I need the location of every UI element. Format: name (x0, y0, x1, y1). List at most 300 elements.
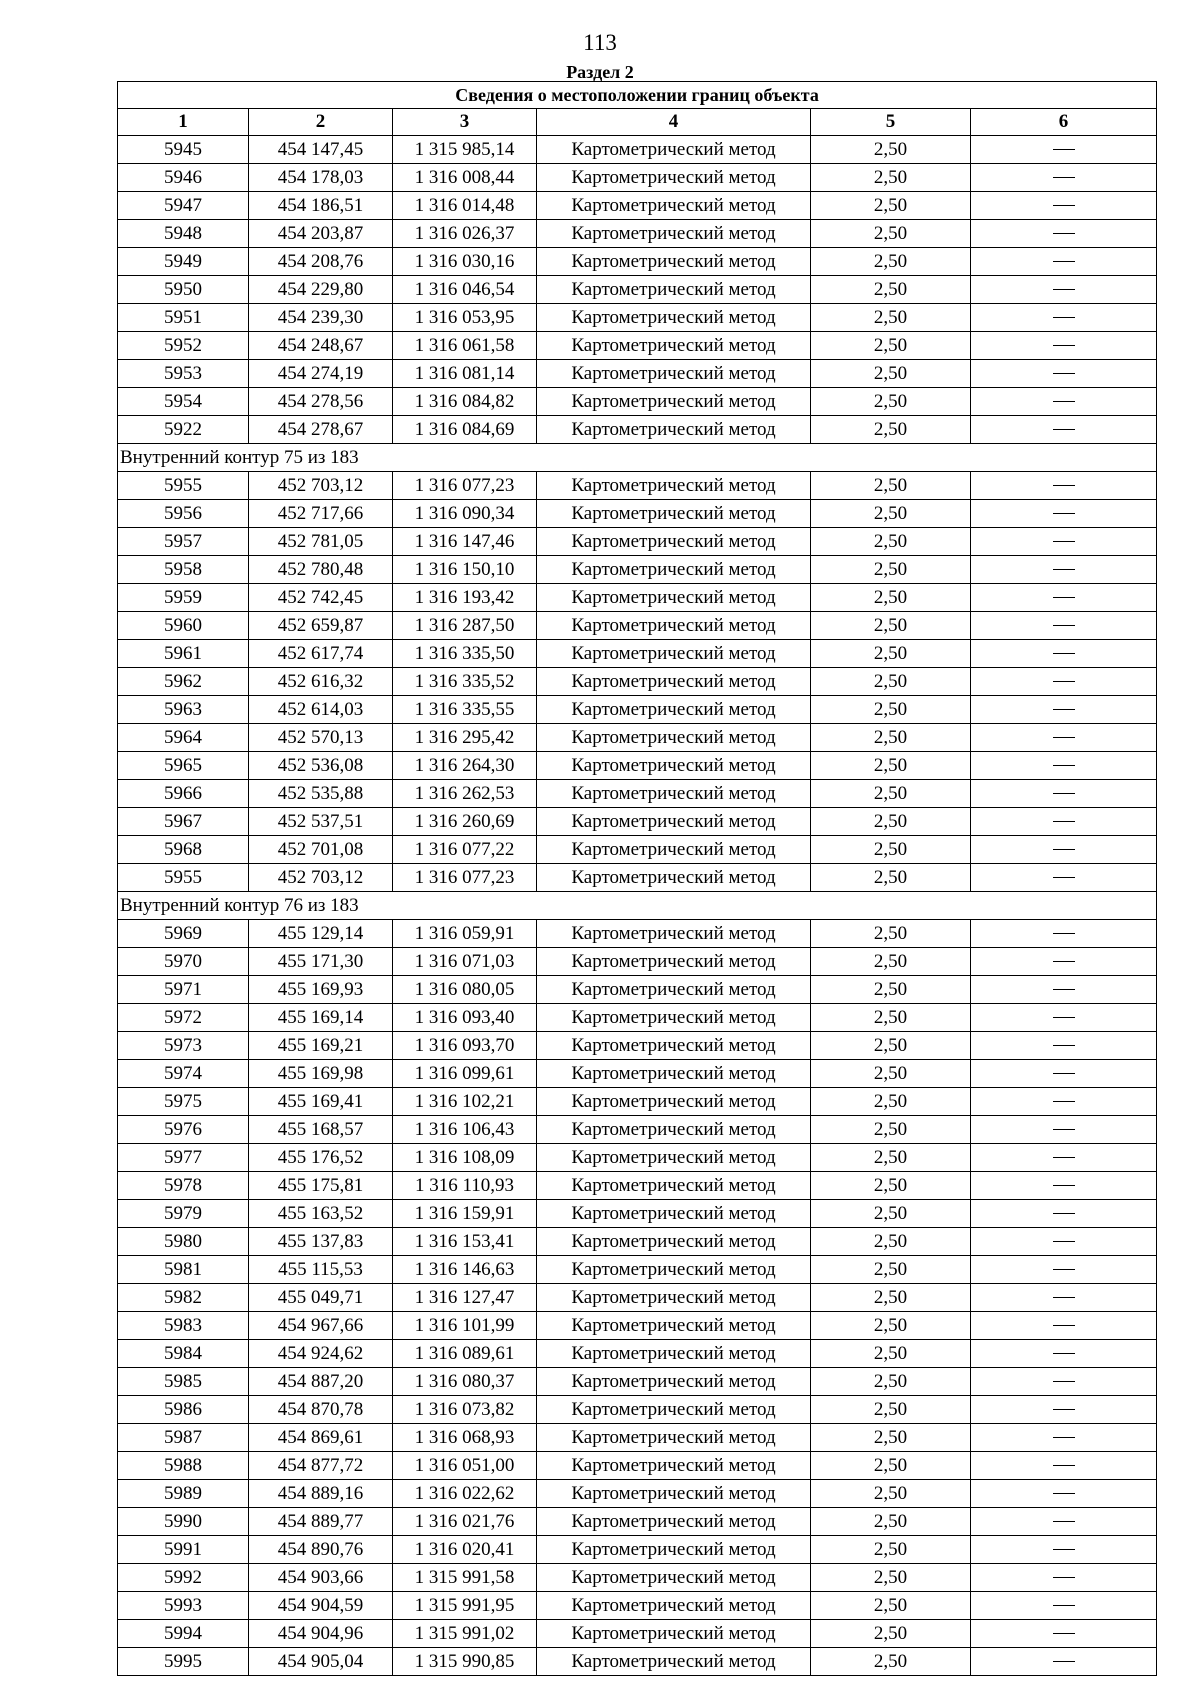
dash-mark (1053, 317, 1075, 318)
x-coordinate-cell: 455 175,81 (249, 1172, 393, 1200)
method-cell: Картометрический метод (537, 248, 811, 276)
column-header: 2 (249, 109, 393, 136)
point-number-cell: 5951 (118, 304, 249, 332)
y-coordinate-cell: 1 316 147,46 (393, 528, 537, 556)
accuracy-cell: 2,50 (811, 388, 971, 416)
description-cell (971, 192, 1157, 220)
accuracy-cell: 2,50 (811, 1116, 971, 1144)
description-cell (971, 696, 1157, 724)
dash-mark (1053, 1577, 1075, 1578)
dash-mark (1053, 513, 1075, 514)
description-cell (971, 360, 1157, 388)
table-row (118, 1396, 1157, 1424)
method-cell: Картометрический метод (537, 276, 811, 304)
accuracy-cell: 2,50 (811, 1144, 971, 1172)
x-coordinate-cell: 455 176,52 (249, 1144, 393, 1172)
y-coordinate-cell: 1 316 084,69 (393, 416, 537, 444)
x-coordinate-cell: 452 535,88 (249, 780, 393, 808)
dash-mark (1053, 1185, 1075, 1186)
table-row (118, 1312, 1157, 1340)
point-number-cell: 5949 (118, 248, 249, 276)
y-coordinate-cell: 1 316 108,09 (393, 1144, 537, 1172)
table-row (118, 1620, 1157, 1648)
contour-heading-row (118, 444, 1157, 472)
description-cell (971, 1032, 1157, 1060)
dash-mark (1053, 961, 1075, 962)
point-number-cell: 5955 (118, 472, 249, 500)
method-cell: Картометрический метод (537, 136, 811, 164)
description-cell (971, 332, 1157, 360)
accuracy-cell: 2,50 (811, 920, 971, 948)
table-row (118, 1256, 1157, 1284)
x-coordinate-cell: 455 169,93 (249, 976, 393, 1004)
description-cell (971, 724, 1157, 752)
y-coordinate-cell: 1 316 090,34 (393, 500, 537, 528)
point-number-cell: 5966 (118, 780, 249, 808)
accuracy-cell: 2,50 (811, 164, 971, 192)
dash-mark (1053, 485, 1075, 486)
x-coordinate-cell: 454 203,87 (249, 220, 393, 248)
method-cell: Картометрический метод (537, 668, 811, 696)
y-coordinate-cell: 1 316 073,82 (393, 1396, 537, 1424)
y-coordinate-cell: 1 316 071,03 (393, 948, 537, 976)
table-row (118, 948, 1157, 976)
x-coordinate-cell: 452 781,05 (249, 528, 393, 556)
method-cell: Картометрический метод (537, 864, 811, 892)
point-number-cell: 5994 (118, 1620, 249, 1648)
method-cell: Картометрический метод (537, 304, 811, 332)
dash-mark (1053, 1157, 1075, 1158)
table-caption: Сведения о местоположении границ объекта (118, 82, 1157, 109)
accuracy-cell: 2,50 (811, 1508, 971, 1536)
x-coordinate-cell: 454 278,67 (249, 416, 393, 444)
table-row (118, 164, 1157, 192)
dash-mark (1053, 1129, 1075, 1130)
x-coordinate-cell: 454 186,51 (249, 192, 393, 220)
method-cell: Картометрический метод (537, 1508, 811, 1536)
x-coordinate-cell: 455 169,41 (249, 1088, 393, 1116)
dash-mark (1053, 1241, 1075, 1242)
point-number-cell: 5987 (118, 1424, 249, 1452)
point-number-cell: 5974 (118, 1060, 249, 1088)
method-cell: Картометрический метод (537, 808, 811, 836)
method-cell: Картометрический метод (537, 836, 811, 864)
dash-mark (1053, 1101, 1075, 1102)
table-caption-row (118, 82, 1157, 109)
description-cell (971, 808, 1157, 836)
description-cell (971, 1284, 1157, 1312)
dash-mark (1053, 681, 1075, 682)
y-coordinate-cell: 1 315 991,95 (393, 1592, 537, 1620)
y-coordinate-cell: 1 316 021,76 (393, 1508, 537, 1536)
description-cell (971, 1592, 1157, 1620)
accuracy-cell: 2,50 (811, 1060, 971, 1088)
accuracy-cell: 2,50 (811, 360, 971, 388)
point-number-cell: 5995 (118, 1648, 249, 1676)
dash-mark (1053, 373, 1075, 374)
y-coordinate-cell: 1 316 077,23 (393, 472, 537, 500)
method-cell: Картометрический метод (537, 584, 811, 612)
accuracy-cell: 2,50 (811, 640, 971, 668)
table-row (118, 696, 1157, 724)
x-coordinate-cell: 452 703,12 (249, 864, 393, 892)
method-cell: Картометрический метод (537, 1396, 811, 1424)
dash-mark (1053, 597, 1075, 598)
point-number-cell: 5988 (118, 1452, 249, 1480)
x-coordinate-cell: 454 239,30 (249, 304, 393, 332)
dash-mark (1053, 625, 1075, 626)
accuracy-cell: 2,50 (811, 1200, 971, 1228)
description-cell (971, 1004, 1157, 1032)
column-header: 5 (811, 109, 971, 136)
table-row (118, 304, 1157, 332)
method-cell: Картометрический метод (537, 948, 811, 976)
description-cell (971, 752, 1157, 780)
y-coordinate-cell: 1 316 335,55 (393, 696, 537, 724)
point-number-cell: 5972 (118, 1004, 249, 1032)
dash-mark (1053, 1661, 1075, 1662)
table-row (118, 724, 1157, 752)
accuracy-cell: 2,50 (811, 528, 971, 556)
x-coordinate-cell: 452 703,12 (249, 472, 393, 500)
description-cell (971, 640, 1157, 668)
accuracy-cell: 2,50 (811, 1424, 971, 1452)
dash-mark (1053, 541, 1075, 542)
y-coordinate-cell: 1 316 080,05 (393, 976, 537, 1004)
description-cell (971, 1648, 1157, 1676)
dash-mark (1053, 1605, 1075, 1606)
accuracy-cell: 2,50 (811, 668, 971, 696)
table-row (118, 640, 1157, 668)
point-number-cell: 5969 (118, 920, 249, 948)
dash-mark (1053, 233, 1075, 234)
table-row (118, 1368, 1157, 1396)
column-header-row (118, 109, 1157, 136)
accuracy-cell: 2,50 (811, 1256, 971, 1284)
method-cell: Картометрический метод (537, 1032, 811, 1060)
accuracy-cell: 2,50 (811, 556, 971, 584)
y-coordinate-cell: 1 316 053,95 (393, 304, 537, 332)
table-row (118, 1032, 1157, 1060)
method-cell: Картометрический метод (537, 920, 811, 948)
table-row (118, 276, 1157, 304)
y-coordinate-cell: 1 316 046,54 (393, 276, 537, 304)
description-cell (971, 920, 1157, 948)
y-coordinate-cell: 1 316 093,70 (393, 1032, 537, 1060)
table-row (118, 1004, 1157, 1032)
dash-mark (1053, 821, 1075, 822)
point-number-cell: 5965 (118, 752, 249, 780)
method-cell: Картометрический метод (537, 164, 811, 192)
x-coordinate-cell: 455 163,52 (249, 1200, 393, 1228)
description-cell (971, 1564, 1157, 1592)
description-cell (971, 1144, 1157, 1172)
method-cell: Картометрический метод (537, 1424, 811, 1452)
point-number-cell: 5981 (118, 1256, 249, 1284)
method-cell: Картометрический метод (537, 556, 811, 584)
y-coordinate-cell: 1 316 051,00 (393, 1452, 537, 1480)
accuracy-cell: 2,50 (811, 724, 971, 752)
accuracy-cell: 2,50 (811, 1564, 971, 1592)
x-coordinate-cell: 455 129,14 (249, 920, 393, 948)
accuracy-cell: 2,50 (811, 1620, 971, 1648)
x-coordinate-cell: 452 570,13 (249, 724, 393, 752)
accuracy-cell: 2,50 (811, 976, 971, 1004)
dash-mark (1053, 933, 1075, 934)
point-number-cell: 5945 (118, 136, 249, 164)
method-cell: Картометрический метод (537, 220, 811, 248)
x-coordinate-cell: 452 537,51 (249, 808, 393, 836)
y-coordinate-cell: 1 316 260,69 (393, 808, 537, 836)
method-cell: Картометрический метод (537, 1312, 811, 1340)
description-cell (971, 528, 1157, 556)
description-cell (971, 1200, 1157, 1228)
dash-mark (1053, 1521, 1075, 1522)
description-cell (971, 1088, 1157, 1116)
point-number-cell: 5952 (118, 332, 249, 360)
method-cell: Картометрический метод (537, 472, 811, 500)
method-cell: Картометрический метод (537, 724, 811, 752)
description-cell (971, 416, 1157, 444)
point-number-cell: 5957 (118, 528, 249, 556)
description-cell (971, 472, 1157, 500)
accuracy-cell: 2,50 (811, 1172, 971, 1200)
accuracy-cell: 2,50 (811, 696, 971, 724)
table-row (118, 136, 1157, 164)
point-number-cell: 5993 (118, 1592, 249, 1620)
accuracy-cell: 2,50 (811, 332, 971, 360)
point-number-cell: 5950 (118, 276, 249, 304)
table-row (118, 808, 1157, 836)
dash-mark (1053, 709, 1075, 710)
x-coordinate-cell: 454 278,56 (249, 388, 393, 416)
table-row (118, 1060, 1157, 1088)
y-coordinate-cell: 1 316 068,93 (393, 1424, 537, 1452)
y-coordinate-cell: 1 316 335,52 (393, 668, 537, 696)
description-cell (971, 248, 1157, 276)
y-coordinate-cell: 1 316 022,62 (393, 1480, 537, 1508)
table-row (118, 1340, 1157, 1368)
dash-mark (1053, 989, 1075, 990)
description-cell (971, 1368, 1157, 1396)
accuracy-cell: 2,50 (811, 248, 971, 276)
table-row (118, 1452, 1157, 1480)
description-cell (971, 1228, 1157, 1256)
y-coordinate-cell: 1 315 991,58 (393, 1564, 537, 1592)
dash-mark (1053, 429, 1075, 430)
y-coordinate-cell: 1 316 061,58 (393, 332, 537, 360)
description-cell (971, 612, 1157, 640)
section-title: Раздел 2 (566, 62, 634, 82)
description-cell (971, 836, 1157, 864)
x-coordinate-cell: 454 924,62 (249, 1340, 393, 1368)
y-coordinate-cell: 1 316 153,41 (393, 1228, 537, 1256)
x-coordinate-cell: 454 903,66 (249, 1564, 393, 1592)
dash-mark (1053, 653, 1075, 654)
method-cell: Картометрический метод (537, 360, 811, 388)
dash-mark (1053, 1353, 1075, 1354)
dash-mark (1053, 345, 1075, 346)
y-coordinate-cell: 1 316 081,14 (393, 360, 537, 388)
contour-label: Внутренний контур 76 из 183 (118, 892, 1157, 920)
method-cell: Картометрический метод (537, 388, 811, 416)
y-coordinate-cell: 1 316 099,61 (393, 1060, 537, 1088)
description-cell (971, 1536, 1157, 1564)
point-number-cell: 5964 (118, 724, 249, 752)
point-number-cell: 5975 (118, 1088, 249, 1116)
dash-mark (1053, 1381, 1075, 1382)
x-coordinate-cell: 454 229,80 (249, 276, 393, 304)
point-number-cell: 5984 (118, 1340, 249, 1368)
method-cell: Картометрический метод (537, 1144, 811, 1172)
point-number-cell: 5991 (118, 1536, 249, 1564)
description-cell (971, 276, 1157, 304)
y-coordinate-cell: 1 316 127,47 (393, 1284, 537, 1312)
y-coordinate-cell: 1 316 262,53 (393, 780, 537, 808)
dash-mark (1053, 1269, 1075, 1270)
contour-label: Внутренний контур 75 из 183 (118, 444, 1157, 472)
x-coordinate-cell: 455 169,98 (249, 1060, 393, 1088)
description-cell (971, 584, 1157, 612)
dash-mark (1053, 1325, 1075, 1326)
method-cell: Картометрический метод (537, 1060, 811, 1088)
description-cell (971, 1116, 1157, 1144)
accuracy-cell: 2,50 (811, 612, 971, 640)
description-cell (971, 500, 1157, 528)
point-number-cell: 5956 (118, 500, 249, 528)
point-number-cell: 5980 (118, 1228, 249, 1256)
point-number-cell: 5960 (118, 612, 249, 640)
table-row (118, 1508, 1157, 1536)
x-coordinate-cell: 452 616,32 (249, 668, 393, 696)
table-row (118, 1536, 1157, 1564)
accuracy-cell: 2,50 (811, 1340, 971, 1368)
x-coordinate-cell: 455 171,30 (249, 948, 393, 976)
y-coordinate-cell: 1 316 020,41 (393, 1536, 537, 1564)
description-cell (971, 304, 1157, 332)
table-row (118, 1144, 1157, 1172)
point-number-cell: 5968 (118, 836, 249, 864)
y-coordinate-cell: 1 316 159,91 (393, 1200, 537, 1228)
description-cell (971, 1340, 1157, 1368)
point-number-cell: 5948 (118, 220, 249, 248)
y-coordinate-cell: 1 316 077,22 (393, 836, 537, 864)
x-coordinate-cell: 455 115,53 (249, 1256, 393, 1284)
description-cell (971, 948, 1157, 976)
page-number: 113 (583, 30, 617, 55)
table-row (118, 528, 1157, 556)
y-coordinate-cell: 1 316 295,42 (393, 724, 537, 752)
accuracy-cell: 2,50 (811, 416, 971, 444)
description-cell (971, 1396, 1157, 1424)
y-coordinate-cell: 1 316 193,42 (393, 584, 537, 612)
dash-mark (1053, 1633, 1075, 1634)
dash-mark (1053, 205, 1075, 206)
column-header: 1 (118, 109, 249, 136)
table-row (118, 612, 1157, 640)
accuracy-cell: 2,50 (811, 192, 971, 220)
table-row (118, 864, 1157, 892)
method-cell: Картометрический метод (537, 1172, 811, 1200)
point-number-cell: 5992 (118, 1564, 249, 1592)
accuracy-cell: 2,50 (811, 1536, 971, 1564)
y-coordinate-cell: 1 316 101,99 (393, 1312, 537, 1340)
dash-mark (1053, 401, 1075, 402)
table-row (118, 1564, 1157, 1592)
table-row (118, 332, 1157, 360)
x-coordinate-cell: 455 169,21 (249, 1032, 393, 1060)
description-cell (971, 780, 1157, 808)
x-coordinate-cell: 452 742,45 (249, 584, 393, 612)
x-coordinate-cell: 452 536,08 (249, 752, 393, 780)
y-coordinate-cell: 1 316 084,82 (393, 388, 537, 416)
dash-mark (1053, 261, 1075, 262)
y-coordinate-cell: 1 316 030,16 (393, 248, 537, 276)
accuracy-cell: 2,50 (811, 472, 971, 500)
y-coordinate-cell: 1 315 990,85 (393, 1648, 537, 1676)
table-row (118, 584, 1157, 612)
table-row (118, 192, 1157, 220)
x-coordinate-cell: 454 889,16 (249, 1480, 393, 1508)
table-row (118, 1172, 1157, 1200)
point-number-cell: 5982 (118, 1284, 249, 1312)
point-number-cell: 5976 (118, 1116, 249, 1144)
description-cell (971, 1312, 1157, 1340)
dash-mark (1053, 1409, 1075, 1410)
accuracy-cell: 2,50 (811, 1452, 971, 1480)
point-number-cell: 5990 (118, 1508, 249, 1536)
x-coordinate-cell: 452 780,48 (249, 556, 393, 584)
description-cell (971, 1620, 1157, 1648)
method-cell: Картометрический метод (537, 696, 811, 724)
method-cell: Картометрический метод (537, 1340, 811, 1368)
x-coordinate-cell: 452 659,87 (249, 612, 393, 640)
accuracy-cell: 2,50 (811, 136, 971, 164)
method-cell: Картометрический метод (537, 1452, 811, 1480)
point-number-cell: 5986 (118, 1396, 249, 1424)
x-coordinate-cell: 454 905,04 (249, 1648, 393, 1676)
point-number-cell: 5983 (118, 1312, 249, 1340)
table-row (118, 248, 1157, 276)
y-coordinate-cell: 1 316 150,10 (393, 556, 537, 584)
accuracy-cell: 2,50 (811, 1368, 971, 1396)
accuracy-cell: 2,50 (811, 808, 971, 836)
table-row (118, 1284, 1157, 1312)
dash-mark (1053, 877, 1075, 878)
point-number-cell: 5970 (118, 948, 249, 976)
method-cell: Картометрический метод (537, 976, 811, 1004)
table-row (118, 360, 1157, 388)
x-coordinate-cell: 454 890,76 (249, 1536, 393, 1564)
description-cell (971, 1424, 1157, 1452)
dash-mark (1053, 1297, 1075, 1298)
x-coordinate-cell: 454 178,03 (249, 164, 393, 192)
x-coordinate-cell: 452 614,03 (249, 696, 393, 724)
description-cell (971, 1060, 1157, 1088)
dash-mark (1053, 1213, 1075, 1214)
accuracy-cell: 2,50 (811, 1088, 971, 1116)
dash-mark (1053, 149, 1075, 150)
accuracy-cell: 2,50 (811, 1396, 971, 1424)
point-number-cell: 5985 (118, 1368, 249, 1396)
y-coordinate-cell: 1 316 106,43 (393, 1116, 537, 1144)
point-number-cell: 5955 (118, 864, 249, 892)
y-coordinate-cell: 1 316 264,30 (393, 752, 537, 780)
table-row (118, 836, 1157, 864)
x-coordinate-cell: 454 248,67 (249, 332, 393, 360)
method-cell: Картометрический метод (537, 780, 811, 808)
y-coordinate-cell: 1 316 093,40 (393, 1004, 537, 1032)
